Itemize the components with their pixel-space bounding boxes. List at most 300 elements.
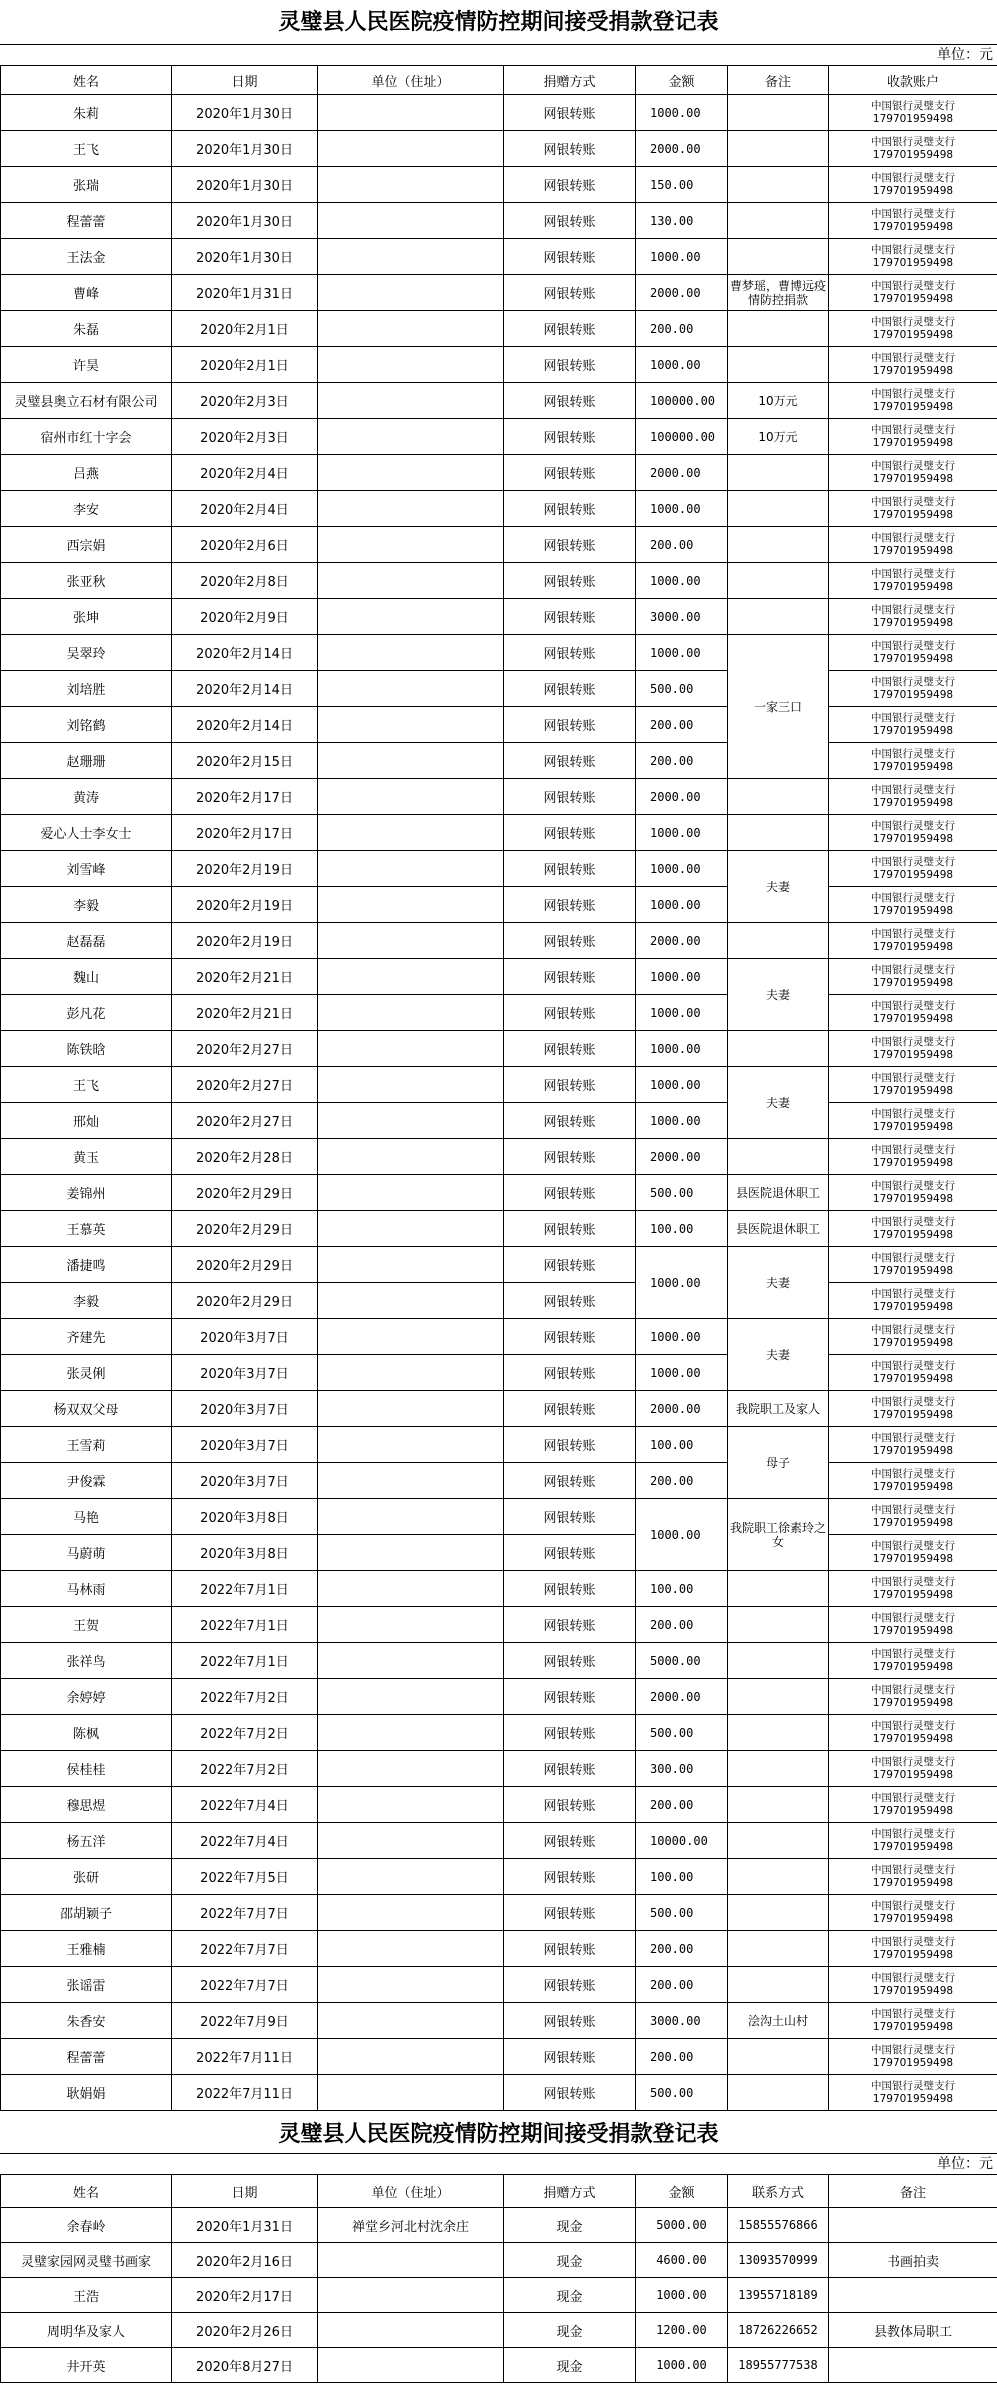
donation-date: 2022年7月7日 (172, 1895, 318, 1931)
receiving-account: 中国银行灵璧支行179701959498 (829, 1319, 997, 1355)
table-row (1, 347, 997, 383)
donor-address (318, 1139, 504, 1175)
donation-note (728, 1751, 829, 1787)
donation-method: 网银转账 (504, 1715, 636, 1751)
donation-amount: 500.00 (636, 2075, 728, 2111)
receiving-account: 中国银行灵璧支行179701959498 (829, 2075, 997, 2111)
receiving-account: 中国银行灵璧支行179701959498 (829, 1391, 997, 1427)
receiving-account: 中国银行灵璧支行179701959498 (829, 1895, 997, 1931)
donation-note: 母子 (728, 1427, 829, 1499)
donation-date: 2020年2月17日 (172, 779, 318, 815)
donation-date: 2020年2月17日 (172, 2278, 318, 2313)
donation-date: 2022年7月7日 (172, 1931, 318, 1967)
donation-method: 现金 (504, 2243, 636, 2278)
donor-name: 李安 (1, 491, 172, 527)
donation-amount: 200.00 (636, 2039, 728, 2075)
donor-address (318, 1535, 504, 1571)
donor-address (318, 1247, 504, 1283)
receiving-account: 中国银行灵璧支行179701959498 (829, 311, 997, 347)
receiving-account: 中国银行灵璧支行179701959498 (829, 383, 997, 419)
table-row (1, 563, 997, 599)
table-row (1, 491, 997, 527)
donation-date: 2020年2月17日 (172, 815, 318, 851)
donation-date: 2022年7月1日 (172, 1607, 318, 1643)
donation-method: 网银转账 (504, 95, 636, 131)
donor-address (318, 959, 504, 995)
donation-method: 网银转账 (504, 563, 636, 599)
donation-amount: 3000.00 (636, 599, 728, 635)
donation-amount: 200.00 (636, 527, 728, 563)
donation-method: 网银转账 (504, 1247, 636, 1283)
table-row (1, 1787, 997, 1823)
donor-address (318, 1823, 504, 1859)
donor-name: 张研 (1, 1859, 172, 1895)
donor-address (318, 1283, 504, 1319)
donor-address (318, 635, 504, 671)
donation-date: 2022年7月4日 (172, 1823, 318, 1859)
donation-amount: 1000.00 (636, 239, 728, 275)
donation-date: 2022年7月2日 (172, 1715, 318, 1751)
donor-address (318, 167, 504, 203)
table-row (1, 2243, 997, 2278)
table-row (1, 1535, 997, 1571)
header-address: 单位（住址） (318, 2175, 504, 2208)
donation-note (829, 2278, 997, 2313)
donation-amount: 1000.00 (636, 1067, 728, 1103)
donation-amount: 1000.00 (636, 887, 728, 923)
donor-name: 刘雪峰 (1, 851, 172, 887)
donor-name: 灵璧县奥立石材有限公司 (1, 383, 172, 419)
donation-amount: 2000.00 (636, 275, 728, 311)
donation-amount: 5000.00 (636, 1643, 728, 1679)
donor-address (318, 2278, 504, 2313)
donation-amount: 1000.00 (636, 995, 728, 1031)
receiving-account: 中国银行灵璧支行179701959498 (829, 1823, 997, 1859)
donation-method: 网银转账 (504, 1679, 636, 1715)
receiving-account: 中国银行灵璧支行179701959498 (829, 1139, 997, 1175)
donation-method: 网银转账 (504, 1967, 636, 2003)
receiving-account: 中国银行灵璧支行179701959498 (829, 1031, 997, 1067)
donation-date: 2022年7月11日 (172, 2075, 318, 2111)
receiving-account: 中国银行灵璧支行179701959498 (829, 203, 997, 239)
donation-date: 2022年7月11日 (172, 2039, 318, 2075)
table-row (1, 1355, 997, 1391)
receiving-account: 中国银行灵璧支行179701959498 (829, 1751, 997, 1787)
donor-address (318, 1427, 504, 1463)
donation-method: 网银转账 (504, 923, 636, 959)
donation-method: 网银转账 (504, 2039, 636, 2075)
donor-address (318, 1895, 504, 1931)
receiving-account: 中国银行灵璧支行179701959498 (829, 167, 997, 203)
donor-address (318, 2243, 504, 2278)
table-row (1, 1067, 997, 1103)
donation-date: 2020年2月16日 (172, 2243, 318, 2278)
donation-method: 网银转账 (504, 887, 636, 923)
donor-name: 马蔚萌 (1, 1535, 172, 1571)
receiving-account: 中国银行灵璧支行179701959498 (829, 815, 997, 851)
donation-method: 网银转账 (504, 1319, 636, 1355)
donor-address (318, 2003, 504, 2039)
donation-date: 2020年2月4日 (172, 455, 318, 491)
donation-note (829, 2208, 997, 2243)
donation-amount: 500.00 (636, 1715, 728, 1751)
donation-note: 县教体局职工 (829, 2313, 997, 2348)
donation-method: 网银转账 (504, 1427, 636, 1463)
receiving-account: 中国银行灵璧支行179701959498 (829, 923, 997, 959)
donation-date: 2020年2月26日 (172, 2313, 318, 2348)
donation-note (728, 1787, 829, 1823)
receiving-account: 中国银行灵璧支行179701959498 (829, 1463, 997, 1499)
table-row (1, 1859, 997, 1895)
contact-phone: 13955718189 (728, 2278, 829, 2313)
donation-method: 网银转账 (504, 347, 636, 383)
receiving-account: 中国银行灵璧支行179701959498 (829, 887, 997, 923)
donor-name: 张亚秋 (1, 563, 172, 599)
donation-amount: 2000.00 (636, 455, 728, 491)
donor-address (318, 779, 504, 815)
donation-method: 网银转账 (504, 743, 636, 779)
donation-method: 网银转账 (504, 2075, 636, 2111)
header-amount: 金额 (636, 2175, 728, 2208)
header-name: 姓名 (1, 2175, 172, 2208)
donation-amount: 1000.00 (636, 347, 728, 383)
receiving-account: 中国银行灵璧支行179701959498 (829, 1787, 997, 1823)
donation-note: 夫妻 (728, 851, 829, 923)
donation-amount: 1000.00 (636, 2278, 728, 2313)
donor-name: 刘铭鹤 (1, 707, 172, 743)
donation-date: 2020年2月29日 (172, 1283, 318, 1319)
donation-amount: 100.00 (636, 1571, 728, 1607)
receiving-account: 中国银行灵璧支行179701959498 (829, 1499, 997, 1535)
receiving-account: 中国银行灵璧支行179701959498 (829, 347, 997, 383)
donation-date: 2020年1月30日 (172, 131, 318, 167)
receiving-account: 中国银行灵璧支行179701959498 (829, 1355, 997, 1391)
donor-address (318, 1571, 504, 1607)
table-row (1, 635, 997, 671)
donation-amount: 100000.00 (636, 383, 728, 419)
donation-date: 2022年7月9日 (172, 2003, 318, 2039)
donor-address (318, 1391, 504, 1427)
donor-name: 刘培胜 (1, 671, 172, 707)
table-row (1, 1967, 997, 2003)
donation-note: 县医院退休职工 (728, 1175, 829, 1211)
donation-note (829, 2348, 997, 2383)
donor-name: 赵珊珊 (1, 743, 172, 779)
donor-name: 王法金 (1, 239, 172, 275)
donation-note (728, 779, 829, 815)
donation-amount: 150.00 (636, 167, 728, 203)
table-row (1, 707, 997, 743)
donation-amount: 200.00 (636, 1607, 728, 1643)
donor-address (318, 203, 504, 239)
table-row (1, 851, 997, 887)
donation-amount: 200.00 (636, 311, 728, 347)
donation-date: 2020年3月7日 (172, 1391, 318, 1427)
donor-address (318, 275, 504, 311)
table-row (1, 167, 997, 203)
donation-note: 书画拍卖 (829, 2243, 997, 2278)
table-row (1, 599, 997, 635)
receiving-account: 中国银行灵璧支行179701959498 (829, 1931, 997, 1967)
receiving-account: 中国银行灵璧支行179701959498 (829, 743, 997, 779)
receiving-account: 中国银行灵璧支行179701959498 (829, 707, 997, 743)
donor-name: 周明华及家人 (1, 2313, 172, 2348)
table-row (1, 1823, 997, 1859)
donor-address (318, 419, 504, 455)
donor-name: 王雅楠 (1, 1931, 172, 1967)
donor-address (318, 743, 504, 779)
donor-address (318, 1967, 504, 2003)
donation-note (728, 1607, 829, 1643)
donation-amount: 200.00 (636, 1787, 728, 1823)
donation-method: 网银转账 (504, 1859, 636, 1895)
donation-method: 网银转账 (504, 1355, 636, 1391)
receiving-account: 中国银行灵璧支行179701959498 (829, 131, 997, 167)
donation-date: 2020年1月30日 (172, 203, 318, 239)
donation-date: 2020年2月3日 (172, 383, 318, 419)
receiving-account: 中国银行灵璧支行179701959498 (829, 959, 997, 995)
receiving-account: 中国银行灵璧支行179701959498 (829, 851, 997, 887)
donation-method: 网银转账 (504, 815, 636, 851)
donation-date: 2020年3月7日 (172, 1427, 318, 1463)
table-row (1, 671, 997, 707)
donation-amount: 2000.00 (636, 131, 728, 167)
donor-name: 王慕英 (1, 1211, 172, 1247)
table-row (1, 1211, 997, 1247)
donor-name: 马林雨 (1, 1571, 172, 1607)
table-row (1, 131, 997, 167)
header-note: 备注 (829, 2175, 997, 2208)
donation-method: 网银转账 (504, 419, 636, 455)
donation-date: 2022年7月4日 (172, 1787, 318, 1823)
donation-amount: 1000.00 (636, 2348, 728, 2383)
donation-note: 夫妻 (728, 1247, 829, 1319)
contact-phone: 15855576866 (728, 2208, 829, 2243)
donor-address (318, 491, 504, 527)
receiving-account: 中国银行灵璧支行179701959498 (829, 1967, 997, 2003)
donor-address: 禅堂乡河北村沈余庄 (318, 2208, 504, 2243)
table-row (1, 455, 997, 491)
donor-name: 潘捷鸣 (1, 1247, 172, 1283)
donor-name: 魏山 (1, 959, 172, 995)
header-date: 日期 (172, 2175, 318, 2208)
donation-method: 网银转账 (504, 959, 636, 995)
table-row (1, 419, 997, 455)
donation-amount: 500.00 (636, 1895, 728, 1931)
donation-note: 一家三口 (728, 635, 829, 779)
donor-name: 西宗娟 (1, 527, 172, 563)
donor-name: 张坤 (1, 599, 172, 635)
donor-address (318, 995, 504, 1031)
donation-date: 2020年1月31日 (172, 275, 318, 311)
table-row (1, 1895, 997, 1931)
donor-name: 张灵俐 (1, 1355, 172, 1391)
donation-method: 网银转账 (504, 383, 636, 419)
donor-name: 井开英 (1, 2348, 172, 2383)
donor-name: 杨双双父母 (1, 1391, 172, 1427)
table-row (1, 959, 997, 995)
donation-method: 网银转账 (504, 1463, 636, 1499)
donation-note (728, 2075, 829, 2111)
table-row (1, 743, 997, 779)
donation-amount: 1200.00 (636, 2313, 728, 2348)
receiving-account: 中国银行灵璧支行179701959498 (829, 1103, 997, 1139)
donation-amount: 1000.00 (636, 1031, 728, 1067)
table-row (1, 275, 997, 311)
receiving-account: 中国银行灵璧支行179701959498 (829, 1571, 997, 1607)
donation-date: 2022年7月1日 (172, 1643, 318, 1679)
table-row (1, 887, 997, 923)
donation-amount: 2000.00 (636, 779, 728, 815)
table-header-row (1, 66, 997, 95)
header-address: 单位（住址） (318, 66, 504, 95)
donor-name: 张谣雷 (1, 1967, 172, 2003)
donor-address (318, 1067, 504, 1103)
donation-note: 夫妻 (728, 1319, 829, 1391)
header-amount: 金额 (636, 66, 728, 95)
donation-amount: 300.00 (636, 1751, 728, 1787)
donation-method: 网银转账 (504, 995, 636, 1031)
contact-phone: 18726226652 (728, 2313, 829, 2348)
donation-method: 网银转账 (504, 1751, 636, 1787)
receiving-account: 中国银行灵璧支行179701959498 (829, 1067, 997, 1103)
donor-address (318, 887, 504, 923)
donor-address (318, 1679, 504, 1715)
receiving-account: 中国银行灵璧支行179701959498 (829, 419, 997, 455)
donation-note (728, 1967, 829, 2003)
donor-address (318, 2075, 504, 2111)
donation-note (728, 1715, 829, 1751)
donor-name: 王贺 (1, 1607, 172, 1643)
donation-method: 网银转账 (504, 1103, 636, 1139)
donation-note (728, 203, 829, 239)
donor-address (318, 1211, 504, 1247)
donor-name: 陈枫 (1, 1715, 172, 1751)
donor-name: 王浩 (1, 2278, 172, 2313)
donation-amount: 1000.00 (636, 1499, 728, 1571)
donation-date: 2020年8月27日 (172, 2348, 318, 2383)
donor-name: 侯桂桂 (1, 1751, 172, 1787)
donor-name: 曹峰 (1, 275, 172, 311)
donor-name: 王雪莉 (1, 1427, 172, 1463)
donation-amount: 1000.00 (636, 851, 728, 887)
donation-amount: 2000.00 (636, 1139, 728, 1175)
donor-name: 吴翠玲 (1, 635, 172, 671)
donation-amount: 10000.00 (636, 1823, 728, 1859)
table-header-row (1, 2175, 997, 2208)
donor-name: 余春岭 (1, 2208, 172, 2243)
receiving-account: 中国银行灵璧支行179701959498 (829, 563, 997, 599)
receiving-account: 中国银行灵璧支行179701959498 (829, 1607, 997, 1643)
table-row (1, 1499, 997, 1535)
donor-name: 程蕾蕾 (1, 203, 172, 239)
donation-note: 夫妻 (728, 1067, 829, 1139)
donation-note (728, 1571, 829, 1607)
donor-name: 王飞 (1, 1067, 172, 1103)
donation-method: 网银转账 (504, 1823, 636, 1859)
donation-method: 现金 (504, 2278, 636, 2313)
donation-note (728, 455, 829, 491)
donor-address (318, 2348, 504, 2383)
donor-address (318, 671, 504, 707)
donation-method: 网银转账 (504, 599, 636, 635)
donor-address (318, 311, 504, 347)
donation-amount: 100000.00 (636, 419, 728, 455)
donation-date: 2022年7月1日 (172, 1571, 318, 1607)
donation-note (728, 1859, 829, 1895)
unit-label-cash: 单位：元 (0, 2153, 997, 2174)
donation-date: 2022年7月2日 (172, 1679, 318, 1715)
donation-note (728, 1823, 829, 1859)
donor-address (318, 1031, 504, 1067)
donation-date: 2020年2月19日 (172, 887, 318, 923)
donation-table-cash (0, 2174, 997, 2383)
donation-method: 网银转账 (504, 1643, 636, 1679)
table-row (1, 527, 997, 563)
donation-note (728, 167, 829, 203)
donation-date: 2020年2月29日 (172, 1175, 318, 1211)
donor-name: 齐建先 (1, 1319, 172, 1355)
table-row (1, 1607, 997, 1643)
donation-amount: 1000.00 (636, 635, 728, 671)
donor-address (318, 1643, 504, 1679)
receiving-account: 中国银行灵璧支行179701959498 (829, 1643, 997, 1679)
donor-address (318, 1607, 504, 1643)
donor-name: 宿州市红十字会 (1, 419, 172, 455)
table-row (1, 1931, 997, 1967)
donation-amount: 3000.00 (636, 2003, 728, 2039)
donation-date: 2020年3月7日 (172, 1355, 318, 1391)
receiving-account: 中国银行灵璧支行179701959498 (829, 671, 997, 707)
donation-date: 2022年7月2日 (172, 1751, 318, 1787)
donation-note: 曹梦瑶，曹博远疫情防控捐款 (728, 275, 829, 311)
receiving-account: 中国银行灵璧支行179701959498 (829, 95, 997, 131)
donation-amount: 200.00 (636, 707, 728, 743)
donation-method: 网银转账 (504, 131, 636, 167)
table-body (1, 95, 997, 2111)
donation-note (728, 131, 829, 167)
donation-note (728, 563, 829, 599)
donor-address (318, 131, 504, 167)
donation-note (728, 239, 829, 275)
receiving-account: 中国银行灵璧支行179701959498 (829, 635, 997, 671)
donation-amount: 1000.00 (636, 563, 728, 599)
table-row (1, 1175, 997, 1211)
donation-note (728, 815, 829, 851)
donation-amount: 2000.00 (636, 1391, 728, 1427)
donation-date: 2020年2月1日 (172, 311, 318, 347)
table-row (1, 1463, 997, 1499)
donation-method: 现金 (504, 2348, 636, 2383)
donor-name: 赵磊磊 (1, 923, 172, 959)
receiving-account: 中国银行灵璧支行179701959498 (829, 1715, 997, 1751)
donor-name: 邢灿 (1, 1103, 172, 1139)
receiving-account: 中国银行灵璧支行179701959498 (829, 2039, 997, 2075)
table-row (1, 2208, 997, 2243)
donor-name: 爱心人士李女士 (1, 815, 172, 851)
donation-amount: 2000.00 (636, 923, 728, 959)
receiving-account: 中国银行灵璧支行179701959498 (829, 1211, 997, 1247)
donor-name: 姜锦州 (1, 1175, 172, 1211)
donation-note: 我院职工及家人 (728, 1391, 829, 1427)
contact-phone: 13093570999 (728, 2243, 829, 2278)
table-row (1, 239, 997, 275)
donation-date: 2020年3月7日 (172, 1463, 318, 1499)
donation-amount: 200.00 (636, 1463, 728, 1499)
donation-amount: 1000.00 (636, 1103, 728, 1139)
donor-address (318, 923, 504, 959)
header-method: 捐赠方式 (504, 2175, 636, 2208)
